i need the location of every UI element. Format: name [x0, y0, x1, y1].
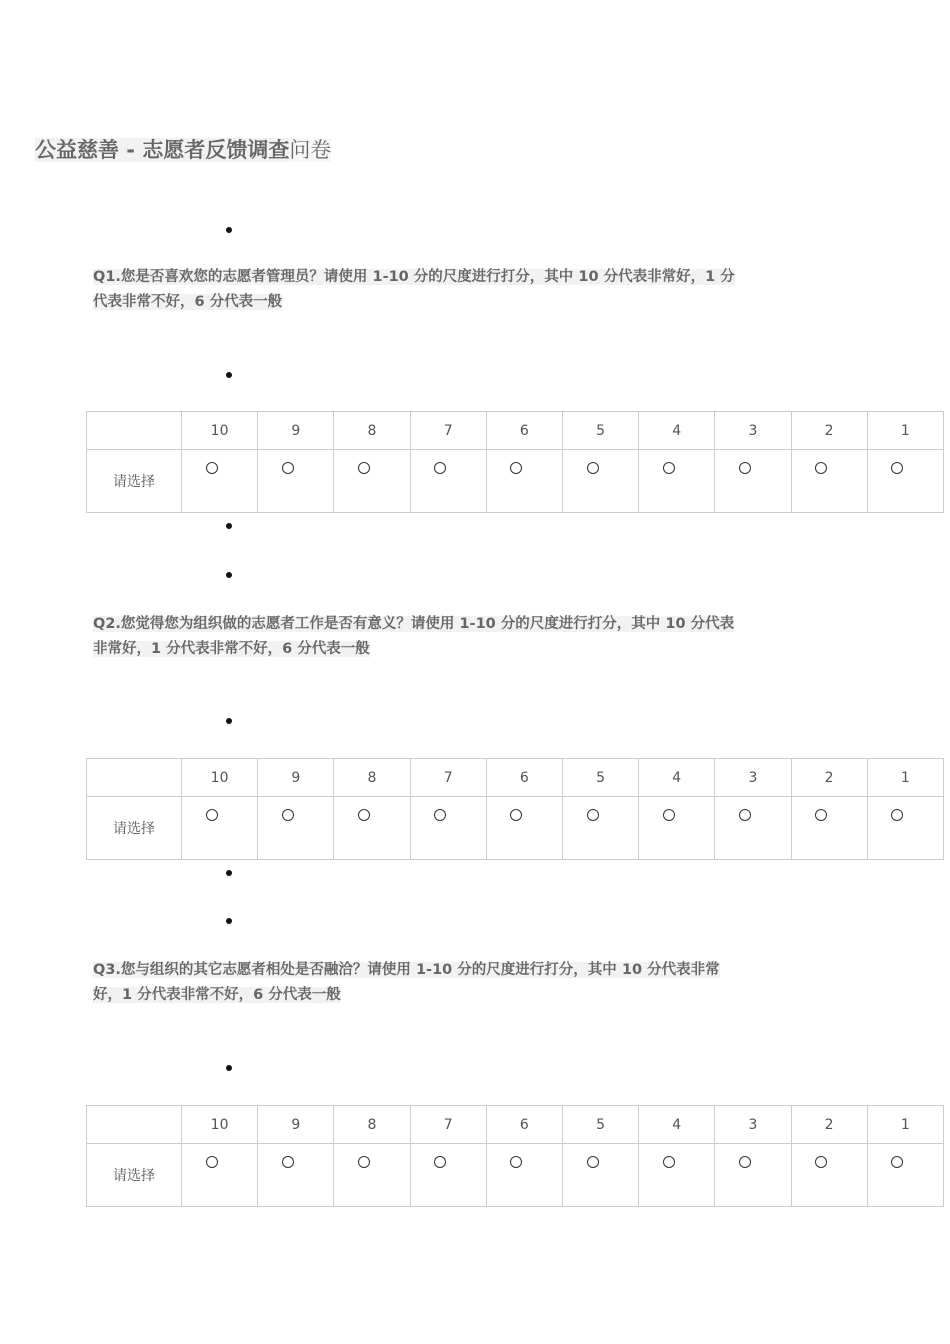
rating-header-3: 3	[715, 412, 791, 450]
list-bullet	[226, 870, 232, 876]
q3-radio-10[interactable]	[206, 1156, 218, 1168]
rating-header-9: 9	[258, 759, 334, 797]
rating-header-8: 8	[334, 412, 410, 450]
rating-cell	[791, 1144, 867, 1207]
list-bullet	[226, 523, 232, 529]
q1-radio-4[interactable]	[663, 462, 675, 474]
rating-cell	[639, 797, 715, 860]
q3-radio-8[interactable]	[358, 1156, 370, 1168]
q3-radio-4[interactable]	[663, 1156, 675, 1168]
list-bullet	[226, 572, 232, 578]
rating-header-9: 9	[258, 412, 334, 450]
rating-cell	[410, 450, 486, 513]
rating-header-10: 10	[182, 1106, 258, 1144]
q3-radio-7[interactable]	[434, 1156, 446, 1168]
rating-header-1: 1	[867, 759, 943, 797]
rating-cell	[639, 1144, 715, 1207]
rating-choice-row	[87, 450, 944, 513]
rating-cell	[410, 797, 486, 860]
page-title-suffix: 问卷	[289, 138, 332, 162]
rating-header-4: 4	[639, 412, 715, 450]
list-bullet	[226, 918, 232, 924]
rating-header-5: 5	[562, 759, 638, 797]
rating-header-row	[87, 1106, 944, 1144]
question-1-text: Q1.您是否喜欢您的志愿者管理员？请使用 1-10 分的尺度进行打分，其中 10 分代表非常好，1 分代表非常不好，6 分代表一般	[93, 269, 735, 310]
rating-header-7: 7	[410, 759, 486, 797]
q2-radio-2[interactable]	[815, 809, 827, 821]
q1-radio-2[interactable]	[815, 462, 827, 474]
rating-cell	[791, 450, 867, 513]
rating-header-5: 5	[562, 412, 638, 450]
list-bullet	[226, 1065, 232, 1071]
rating-cell	[486, 797, 562, 860]
rating-header-row	[87, 759, 944, 797]
rating-cell	[486, 1144, 562, 1207]
row-label: 请选择	[87, 450, 182, 513]
q1-radio-6[interactable]	[510, 462, 522, 474]
q2-radio-8[interactable]	[358, 809, 370, 821]
rating-cell	[562, 1144, 638, 1207]
list-bullet	[226, 372, 232, 378]
rating-cell	[639, 450, 715, 513]
q1-radio-10[interactable]	[206, 462, 218, 474]
row-label: 请选择	[87, 797, 182, 860]
q3-radio-6[interactable]	[510, 1156, 522, 1168]
rating-header-8: 8	[334, 759, 410, 797]
rating-header-2: 2	[791, 412, 867, 450]
q2-radio-9[interactable]	[282, 809, 294, 821]
q3-radio-2[interactable]	[815, 1156, 827, 1168]
rating-header-3: 3	[715, 1106, 791, 1144]
q2-radio-5[interactable]	[587, 809, 599, 821]
rating-header-10: 10	[182, 759, 258, 797]
rating-header-4: 4	[639, 1106, 715, 1144]
rating-header-empty	[87, 412, 182, 450]
page-title-main: 公益慈善 - 志愿者反馈调查	[35, 138, 290, 162]
rating-header-9: 9	[258, 1106, 334, 1144]
rating-cell	[258, 797, 334, 860]
rating-header-row	[87, 412, 944, 450]
rating-cell	[334, 797, 410, 860]
rating-choice-row	[87, 1144, 944, 1207]
rating-cell	[258, 1144, 334, 1207]
rating-cell	[562, 797, 638, 860]
rating-header-7: 7	[410, 1106, 486, 1144]
rating-header-3: 3	[715, 759, 791, 797]
q1-radio-9[interactable]	[282, 462, 294, 474]
rating-cell	[182, 1144, 258, 1207]
rating-header-10: 10	[182, 412, 258, 450]
rating-cell	[791, 797, 867, 860]
q1-radio-8[interactable]	[358, 462, 370, 474]
rating-header-2: 2	[791, 1106, 867, 1144]
row-label: 请选择	[87, 1144, 182, 1207]
list-bullet	[226, 718, 232, 724]
rating-header-5: 5	[562, 1106, 638, 1144]
rating-choice-row	[87, 797, 944, 860]
rating-cell	[486, 450, 562, 513]
rating-cell	[334, 1144, 410, 1207]
q3-radio-9[interactable]	[282, 1156, 294, 1168]
question-3-text: Q3.您与组织的其它志愿者相处是否融洽？请使用 1-10 分的尺度进行打分，其中 10 分代表非常好，1 分代表非常不好，6 分代表一般	[93, 962, 720, 1003]
rating-cell	[182, 797, 258, 860]
question-3-rating-table	[86, 1105, 944, 1207]
question-2-text: Q2.您觉得您为组织做的志愿者工作是否有意义？请使用 1-10 分的尺度进行打分，其中 10 分代表非常好，1 分代表非常不好，6 分代表一般	[93, 616, 735, 657]
q3-radio-3[interactable]	[739, 1156, 751, 1168]
q3-radio-1[interactable]	[891, 1156, 903, 1168]
rating-header-empty	[87, 1106, 182, 1144]
rating-header-1: 1	[867, 412, 943, 450]
q3-radio-5[interactable]	[587, 1156, 599, 1168]
rating-header-empty	[87, 759, 182, 797]
rating-cell	[867, 1144, 943, 1207]
q1-radio-3[interactable]	[739, 462, 751, 474]
rating-header-1: 1	[867, 1106, 943, 1144]
q2-radio-7[interactable]	[434, 809, 446, 821]
rating-header-6: 6	[486, 1106, 562, 1144]
rating-cell	[410, 1144, 486, 1207]
q2-radio-3[interactable]	[739, 809, 751, 821]
rating-cell	[182, 450, 258, 513]
q2-radio-10[interactable]	[206, 809, 218, 821]
q1-radio-5[interactable]	[587, 462, 599, 474]
rating-cell	[334, 450, 410, 513]
question-1-rating-table	[86, 411, 944, 513]
rating-cell	[715, 450, 791, 513]
list-bullet	[226, 227, 232, 233]
q1-radio-1[interactable]	[891, 462, 903, 474]
rating-cell	[715, 797, 791, 860]
q2-radio-6[interactable]	[510, 809, 522, 821]
q2-radio-4[interactable]	[663, 809, 675, 821]
q2-radio-1[interactable]	[891, 809, 903, 821]
rating-header-2: 2	[791, 759, 867, 797]
rating-cell	[867, 450, 943, 513]
rating-header-7: 7	[410, 412, 486, 450]
rating-cell	[867, 797, 943, 860]
rating-header-8: 8	[334, 1106, 410, 1144]
rating-header-6: 6	[486, 412, 562, 450]
question-2-rating-table	[86, 758, 944, 860]
rating-cell	[562, 450, 638, 513]
rating-header-6: 6	[486, 759, 562, 797]
q1-radio-7[interactable]	[434, 462, 446, 474]
rating-cell	[715, 1144, 791, 1207]
page-title	[35, 134, 331, 166]
rating-cell	[258, 450, 334, 513]
rating-header-4: 4	[639, 759, 715, 797]
